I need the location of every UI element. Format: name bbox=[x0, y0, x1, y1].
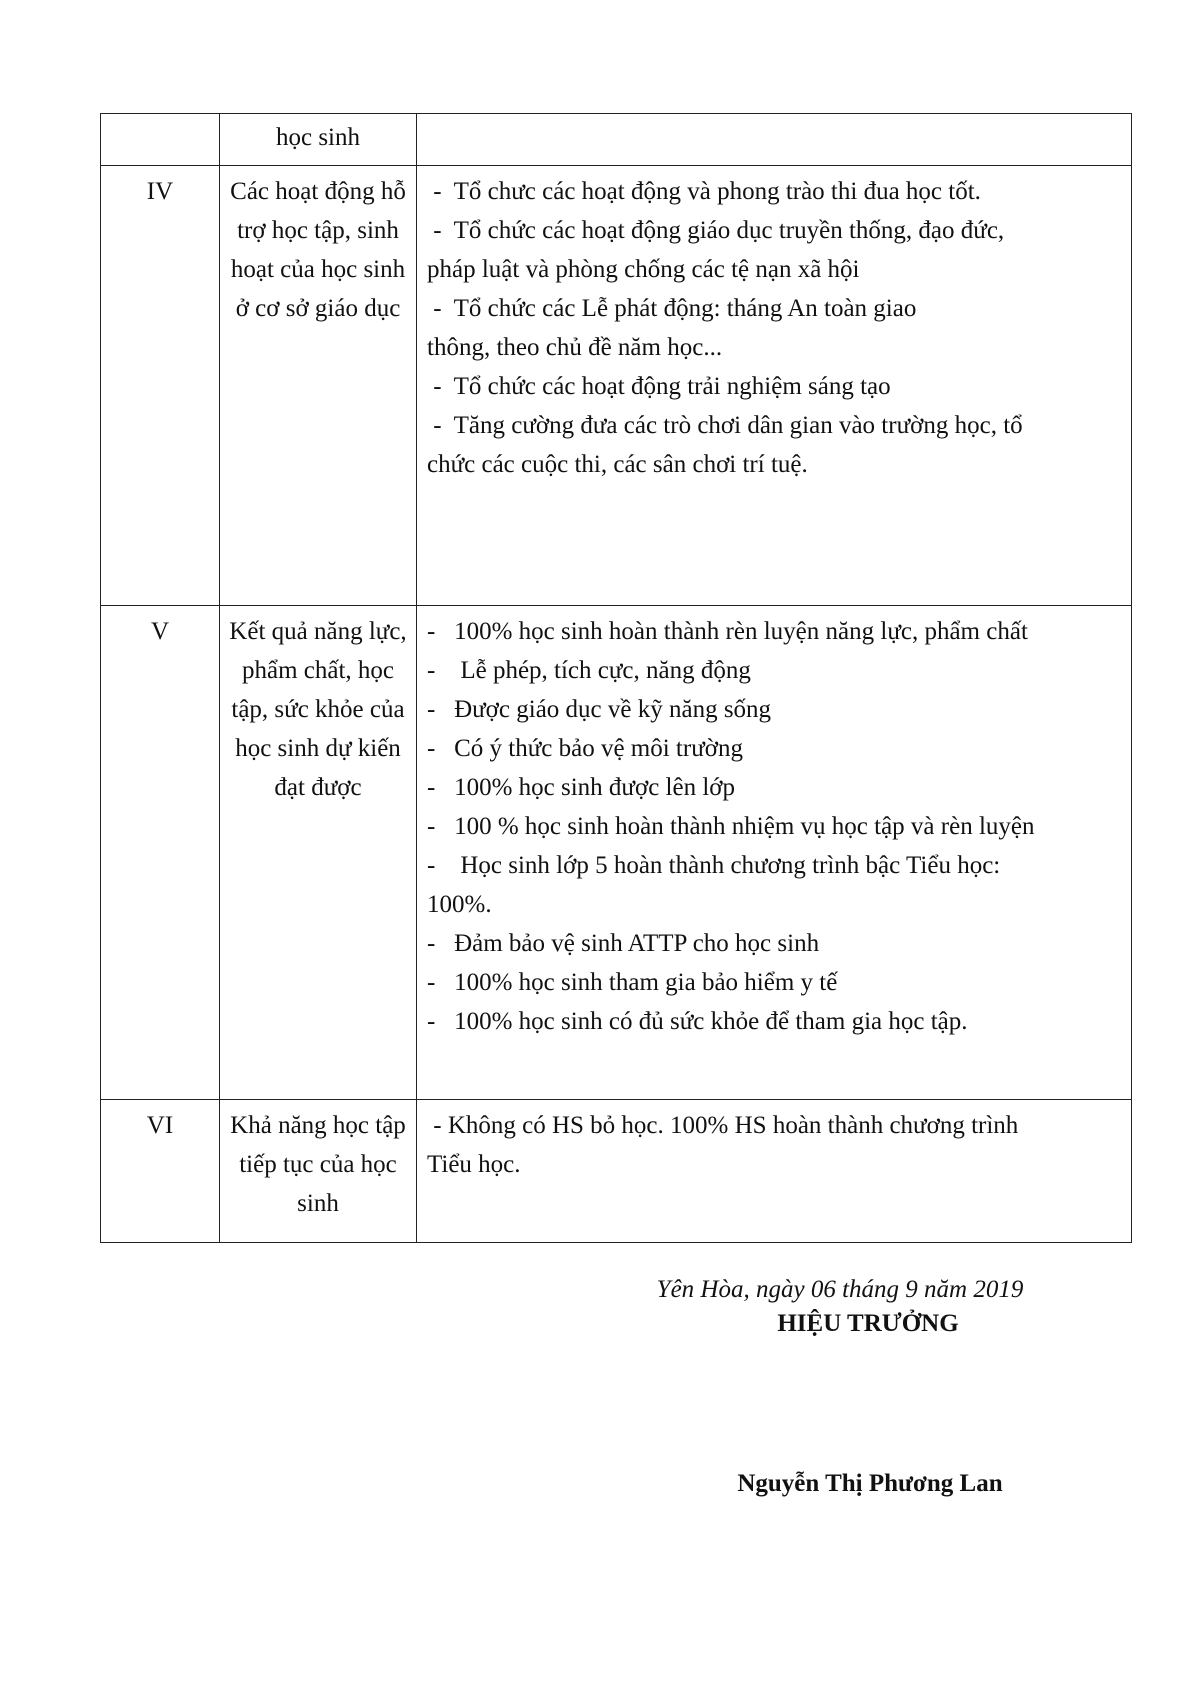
content-line: - Đảm bảo vệ sinh ATTP cho học sinh bbox=[427, 930, 820, 957]
row-content bbox=[417, 1100, 1132, 1243]
content-line: thông, theo chủ đề năm học... bbox=[427, 334, 723, 361]
signer-role: HIỆU TRƯỞNG bbox=[777, 1310, 959, 1337]
row-title: Các hoạt động hỗ trợ học tập, sinh hoạt của học sinh ở cơ sở giáo dục bbox=[220, 166, 417, 606]
signer-name: Nguyễn Thị Phương Lan bbox=[737, 1470, 1003, 1497]
content-line: - 100% học sinh được lên lớp bbox=[427, 774, 735, 801]
table-row bbox=[101, 114, 1132, 166]
content-line: - 100 % học sinh hoàn thành nhiệm vụ học tập và rèn luyện bbox=[427, 813, 1035, 840]
content-line: - 100% học sinh có đủ sức khỏe để tham gia học tập. bbox=[427, 1008, 968, 1035]
content-line: - Lễ phép, tích cực, năng động bbox=[427, 657, 751, 684]
row-title: Khả năng học tập tiếp tục của học sinh bbox=[220, 1100, 417, 1243]
content-line: pháp luật và phòng chống các tệ nạn xã hội bbox=[427, 256, 860, 283]
content-line: - Tổ chưc các hoạt động và phong trào thi đua học tốt. bbox=[427, 178, 981, 205]
row-number: VI bbox=[101, 1100, 220, 1243]
content-line: - 100% học sinh hoàn thành rèn luyện năng lực, phẩm chất bbox=[427, 618, 1028, 645]
row-number bbox=[101, 114, 220, 166]
table-row bbox=[101, 1100, 1132, 1243]
content-line: - Tổ chức các hoạt động giáo dục truyền thống, đạo đức, bbox=[427, 217, 1005, 244]
row-number: V bbox=[101, 606, 220, 1100]
content-line: - Tăng cường đưa các trò chơi dân gian vào trường học, tổ bbox=[427, 412, 1023, 439]
row-title: học sinh bbox=[220, 114, 417, 166]
content-line: - Tổ chức các hoạt động trải nghiệm sáng tạo bbox=[427, 373, 891, 400]
content-line: - Tổ chức các Lễ phát động: tháng An toàn giao bbox=[427, 295, 917, 322]
row-number: IV bbox=[101, 166, 220, 606]
content-line: - Có ý thức bảo vệ môi trường bbox=[427, 735, 743, 762]
table-row bbox=[101, 606, 1132, 1100]
row-content bbox=[417, 606, 1132, 1100]
content-line: Tiểu học. bbox=[427, 1151, 521, 1178]
row-content bbox=[417, 114, 1132, 166]
signature-date: Yên Hòa, ngày 06 tháng 9 năm 2019 bbox=[656, 1276, 1024, 1303]
content-line: - 100% học sinh tham gia bảo hiểm y tế bbox=[427, 969, 838, 996]
content-line: 100%. bbox=[427, 891, 492, 918]
content-line: chức các cuộc thi, các sân chơi trí tuệ. bbox=[427, 451, 808, 478]
row-content bbox=[417, 166, 1132, 606]
content-line: - Không có HS bỏ học. 100% HS hoàn thành chương trình bbox=[427, 1112, 1019, 1139]
row-title: Kết quả năng lực, phẩm chất, học tập, sức khỏe của học sinh dự kiến đạt được bbox=[220, 606, 417, 1100]
table-row bbox=[101, 166, 1132, 606]
content-line: - Học sinh lớp 5 hoàn thành chương trình bậc Tiểu học: bbox=[427, 852, 1001, 879]
content-line: - Được giáo dục về kỹ năng sống bbox=[427, 696, 772, 723]
plan-table bbox=[100, 113, 1132, 1243]
